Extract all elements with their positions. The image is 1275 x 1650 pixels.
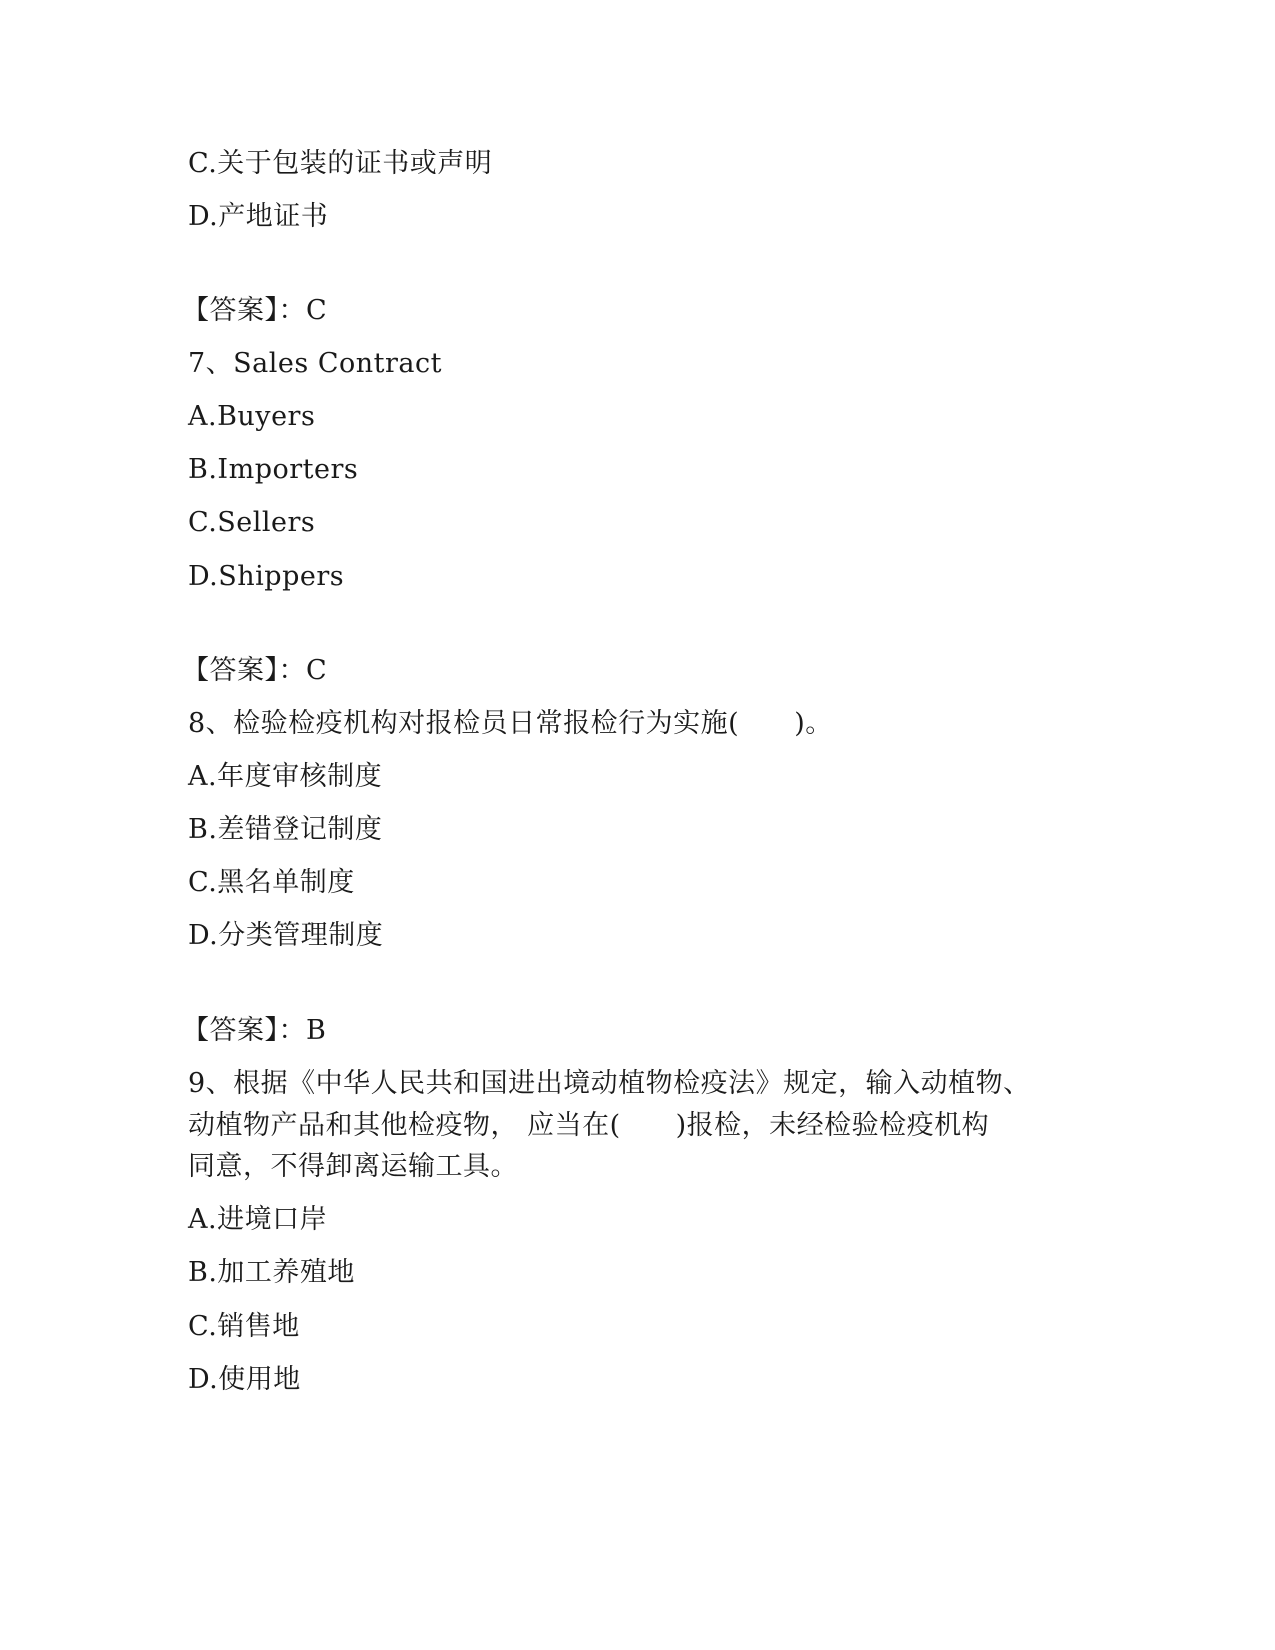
q9-option-a: A.进境口岸 <box>188 1204 328 1235</box>
q7-question: 7、Sales Contract <box>188 348 442 379</box>
q9-option-b: B.加工养殖地 <box>188 1257 355 1288</box>
q7-option-d: D.Shippers <box>188 561 345 592</box>
q9-option-c: C.销售地 <box>188 1311 300 1342</box>
q9-question-line-1: 9、根据《中华人民共和国进出境动植物检疫法》规定，输入动植物、 <box>188 1068 1031 1099</box>
q7-option-c: C.Sellers <box>188 507 316 538</box>
q9-option-d: D.使用地 <box>188 1364 301 1395</box>
q7-option-a: A.Buyers <box>188 401 316 432</box>
q6-option-d: D.产地证书 <box>188 201 329 232</box>
q8-answer: 【答案】：B <box>182 1015 327 1046</box>
q8-question: 8、检验检疫机构对报检员日常报检行为实施( )。 <box>188 708 833 739</box>
q7-option-b: B.Importers <box>188 454 359 485</box>
q7-answer: 【答案】：C <box>182 655 328 686</box>
q8-option-d: D.分类管理制度 <box>188 920 384 951</box>
q9-question-line-2: 动植物产品和其他检疫物， 应当在( )报检，未经检验检疫机构 <box>188 1110 990 1141</box>
q8-option-a: A.年度审核制度 <box>188 761 383 792</box>
q6-answer: 【答案】：C <box>182 295 328 326</box>
q8-option-c: C.黑名单制度 <box>188 867 355 898</box>
q6-option-c: C.关于包装的证书或声明 <box>188 148 493 179</box>
q9-question-line-3: 同意，不得卸离运输工具。 <box>188 1151 518 1182</box>
q8-option-b: B.差错登记制度 <box>188 814 383 845</box>
